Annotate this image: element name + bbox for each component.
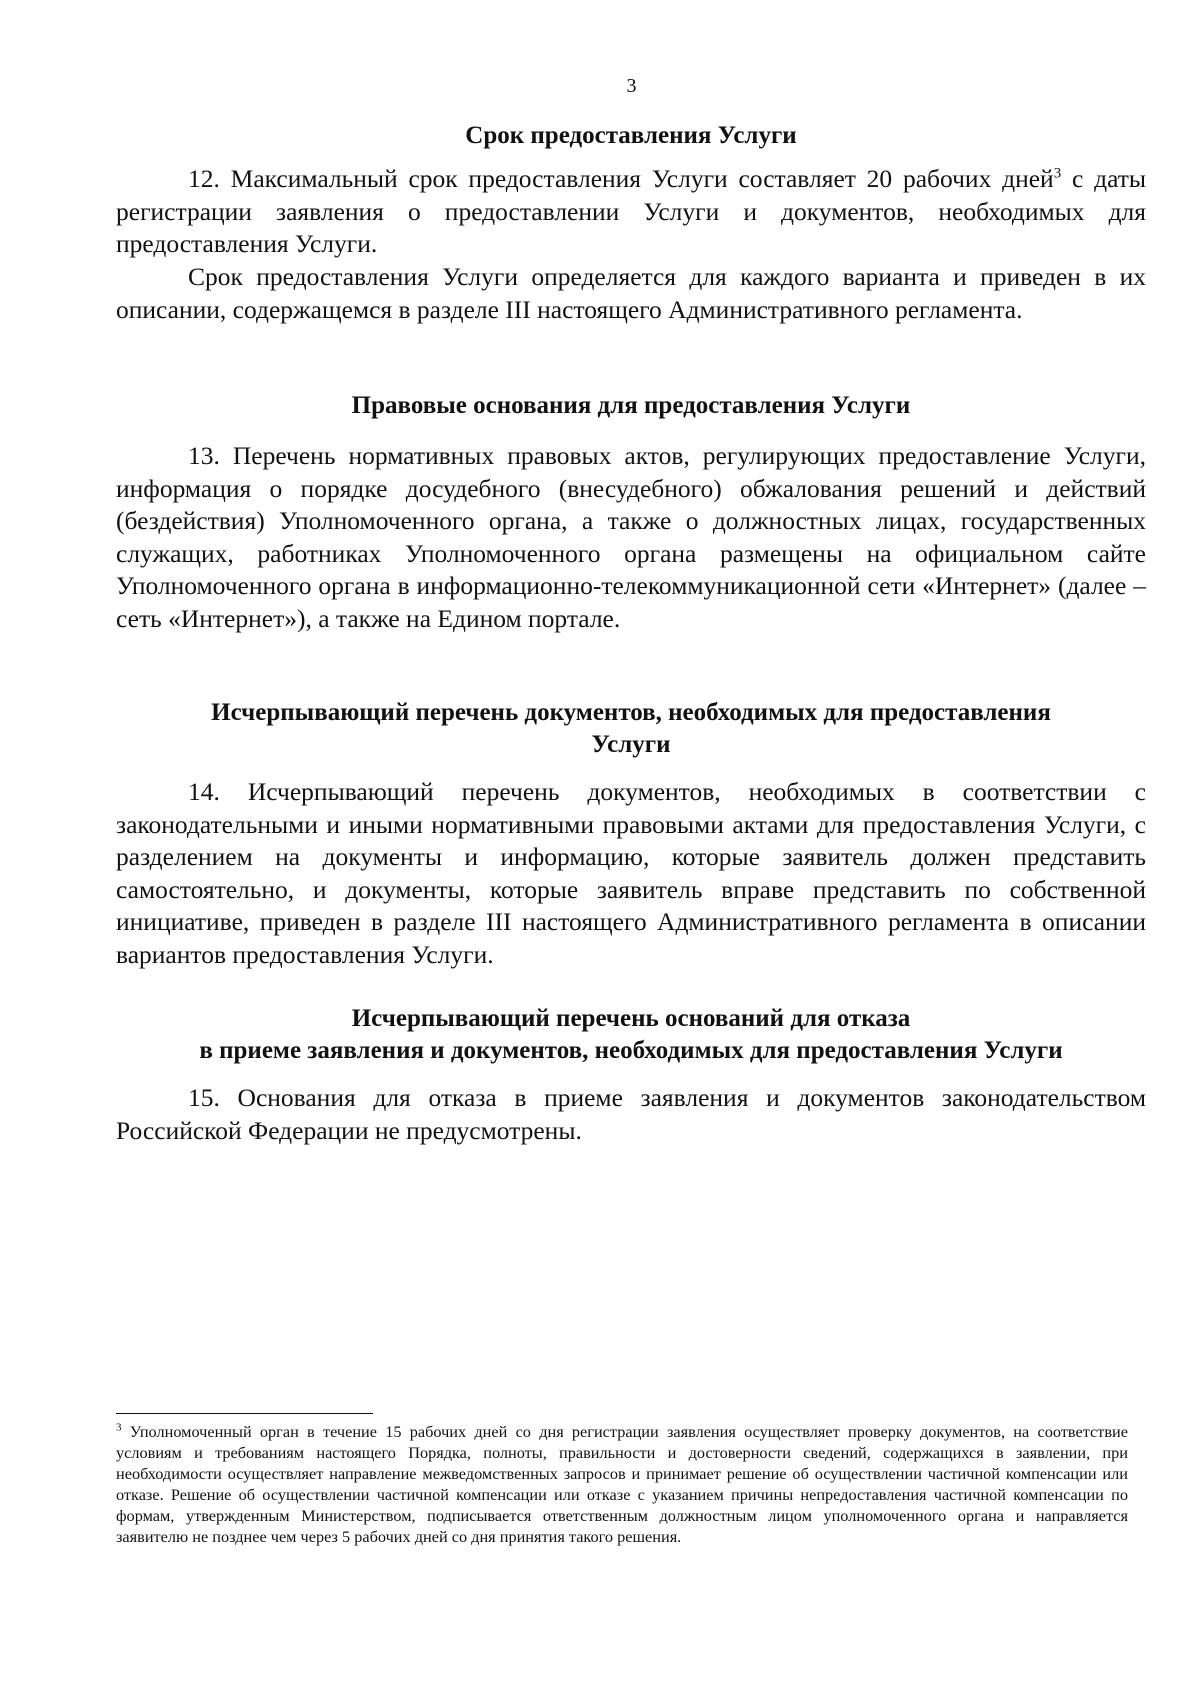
- heading-refusal-grounds: [116, 1003, 1146, 1067]
- footnote-number: 3: [116, 1421, 122, 1434]
- paragraph-12: [116, 163, 1146, 261]
- page-number: 3: [626, 75, 637, 97]
- footnote-text: Уполномоченный орган в течение 15 рабочих дней со дня регистрации заявления осуществляет проверку документов, на соответствие условиям и требованиям настоящего Порядка, полноты, правильности и достоверности сведений, содержащихся в заявлении, при необходимости осуществляет направление межведомственных запросов и принимает решение об осуществлении частичной компенсации или отказе. Решение об осуществлении частичной компенсации или отказе с указанием причины непредоставления частичной компенсации по формам, утвержденным Министерством, подписывается ответственным должностным лицом уполномоченного органа и направляется заявителю не позднее чем через 5 рабочих дней со дня принятия такого решения.: [116, 1422, 1128, 1546]
- footnote-reference: 3: [1053, 165, 1062, 182]
- paragraph-15: 15. Основания для отказа в приеме заявления и документов законодательством Российской Федерации не предусмотрены.: [116, 1083, 1146, 1145]
- heading-documents-line-2: Услуги: [591, 731, 671, 758]
- heading-service-term: Срок предоставления Услуги: [465, 122, 797, 149]
- heading-documents-line-1: Исчерпывающий перечень документов, необходимых для предоставления: [211, 699, 1051, 726]
- heading-refusal-line-1: Исчерпывающий перечень оснований для отказа: [351, 1005, 911, 1032]
- paragraph-12-tail: с даты регистрации заявления о предоставлении Услуги и документов, необходимых для предоставления Услуги.: [116, 164, 1146, 258]
- paragraph-12-second: Срок предоставления Услуги определяется для каждого варианта и приведен в их описании, содержащемся в разделе III настоящего Административного регламента.: [116, 262, 1146, 324]
- paragraph-13: 13. Перечень нормативных правовых актов, регулирующих предоставление Услуги, информация о порядке досудебного (внесудебного) обжалования решений и действий (бездействия) Уполномоченного органа, а также о должностных лицах, государственных служащих, работниках Уполномоченного органа размещены на официальном сайте Уполномоченного органа в информационно-телекоммуникационной сети «Интернет» (далее – сеть «Интернет»), а также на Едином портале.: [116, 441, 1146, 633]
- footnote-separator: [116, 1413, 373, 1414]
- paragraph-12-text: 12. Максимальный срок предоставления Услуги составляет 20 рабочих дней: [188, 164, 1054, 193]
- heading-documents-list: [116, 697, 1146, 761]
- footnote: [116, 1421, 1128, 1547]
- heading-legal-basis: Правовые основания для предоставления Услуги: [351, 392, 911, 419]
- paragraph-14: 14. Исчерпывающий перечень документов, необходимых в соответствии с законодательными и иными нормативными правовыми актами для предоставления Услуги, с разделением на документы и информацию, которые заявитель должен представить самостоятельно, и документы, которые заявитель вправе представить по собственной инициативе, приведен в разделе III настоящего Административного регламента в описании вариантов предоставления Услуги.: [116, 777, 1146, 969]
- heading-refusal-line-2: в приеме заявления и документов, необходимых для предоставления Услуги: [199, 1037, 1063, 1064]
